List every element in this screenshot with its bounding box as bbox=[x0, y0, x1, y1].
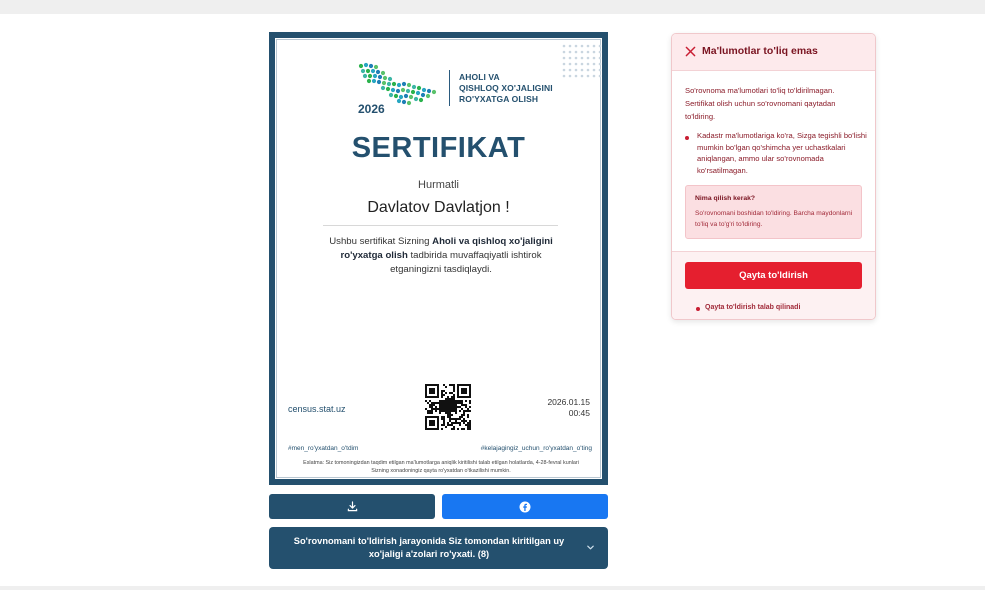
body-text-bold: Aholi va qishloq xo'jaligini ro'yxatga olish bbox=[340, 236, 553, 261]
facebook-share-button[interactable] bbox=[442, 494, 608, 519]
logo-year: 2026 bbox=[358, 102, 385, 116]
footer-note: Qayta to'ldirish talab qilinadi bbox=[705, 304, 801, 311]
tip-title: Nima qilish kerak? bbox=[695, 195, 756, 202]
name-underline bbox=[323, 225, 558, 226]
facebook-icon bbox=[519, 501, 531, 513]
alert-title: Ma'lumotlar to'liq emas bbox=[702, 45, 818, 57]
alert-message: So'rovnoma ma'lumotlari to'liq to'ldirilmagan. Sertifikat olish uchun so'rovnomani qaytadan to'ldiring. bbox=[685, 86, 836, 121]
certificate-note: Eslatma: Siz tomoningizdan taqdim etilgan ma'lumotlarga aniqlik kiritilishi talab etilgan holatlarda, 4-28-fevral kunlari Sizning xonadoningiz qayta ro'yxatdan o'tkazilishi mumkin. bbox=[303, 460, 579, 474]
certificate-title: SERTIFIKAT bbox=[351, 132, 526, 164]
certificate bbox=[269, 32, 608, 485]
tip-text: So'rovnomani boshidan to'ldiring. Barcha maydonlarni to'liq va to'g'ri to'ldiring. bbox=[695, 210, 853, 228]
issue-time: 00:45 bbox=[568, 408, 590, 418]
website-label: census.stat.uz bbox=[288, 404, 346, 414]
footer-bullet-dot bbox=[696, 307, 700, 311]
logo-text bbox=[459, 72, 569, 105]
logo-line-3: RO'YXATGA OLISH bbox=[459, 94, 539, 104]
download-icon bbox=[347, 501, 358, 512]
issue-date: 2026.01.15 bbox=[547, 397, 590, 407]
issue-datetime bbox=[547, 397, 590, 419]
hashtag-left: #men_ro'yxatdan_o'tdim bbox=[288, 445, 359, 452]
bullet-dot bbox=[685, 136, 689, 140]
logo-divider bbox=[449, 70, 450, 106]
alert-footer bbox=[672, 251, 875, 320]
close-x-icon bbox=[685, 46, 696, 57]
what-to-do-box bbox=[685, 185, 862, 239]
bottom-bar bbox=[0, 586, 985, 590]
body-text-pre: Ushbu sertifikat Sizning bbox=[329, 236, 433, 247]
uzbekistan-map-logo bbox=[355, 60, 439, 118]
certificate-body bbox=[321, 235, 561, 277]
qr-code bbox=[425, 384, 471, 430]
household-members-accordion[interactable] bbox=[269, 527, 608, 569]
incomplete-data-alert bbox=[671, 33, 876, 320]
chevron-down-icon bbox=[586, 543, 595, 552]
census-logo bbox=[355, 60, 555, 118]
accordion-label: So'rovnomani to'ldirish jarayonida Siz tomondan kiritilgan uy xo'jaligi a'zolari ro'yxati. (8) bbox=[293, 536, 565, 559]
hashtag-right: #kelajagingiz_uchun_ro'yxatdan_o'ting bbox=[480, 445, 592, 452]
logo-line-2: QISHLOQ XO'JALIGINI bbox=[459, 83, 553, 93]
alert-bullet: Kadastr ma'lumotlariga ko'ra, Sizga tegishli bo'lishi mumkin bo'lgan qo'shimcha yer uchastkalari aniqlangan, ammo ular so'rovnomada ko'rsatilmagan. bbox=[697, 131, 867, 175]
certificate-frame bbox=[276, 39, 601, 478]
logo-line-1: AHOLI VA bbox=[459, 72, 500, 82]
greeting: Hurmatli bbox=[418, 179, 459, 191]
recipient-name: Davlatov Davlatjon ! bbox=[367, 199, 510, 216]
download-button[interactable] bbox=[269, 494, 435, 519]
alert-header bbox=[672, 34, 875, 71]
body-text-post: tadbirida muvaffaqiyatli ishtirok etganingizni tasdiqlaydi. bbox=[390, 250, 542, 275]
refill-survey-button[interactable]: Qayta to'ldirish bbox=[685, 262, 862, 289]
top-bar bbox=[0, 0, 985, 14]
